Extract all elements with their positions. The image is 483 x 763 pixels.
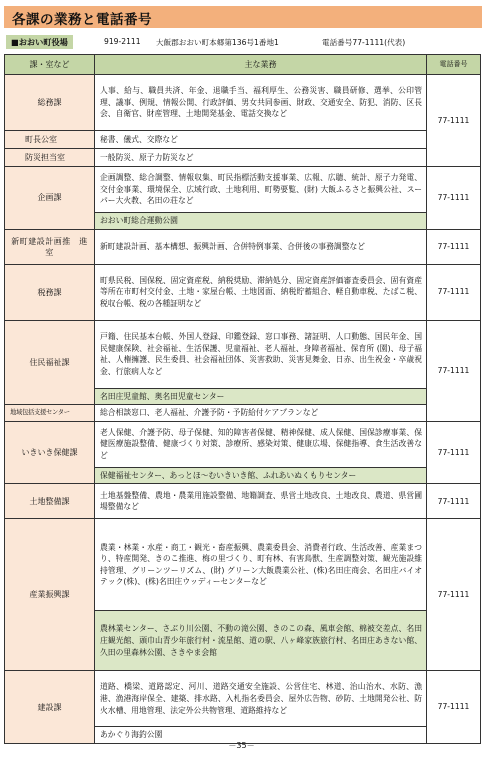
duty-cell: 老人保健、介護予防、母子保健、知的障害者保健、精神保健、成人保健、国保診療事業、保健医療施設整備、健康づくり対策、診療所、感染対策、健康広場、保健指導、食生活改善など xyxy=(95,421,427,467)
dept-name: 新町建設計画推 進 室 xyxy=(5,229,95,264)
table-row xyxy=(5,320,481,388)
table-row xyxy=(5,229,481,264)
dept-name: 建設課 xyxy=(5,671,95,744)
facility-cell: 名田庄児童館、奥名田児童センター xyxy=(95,388,427,405)
duty-cell: 企画調整、総合調整、情報収集、町民指標活動支援事業、広報、広聴、統計、原子力発電、交付金事業、環境保全、広域行政、土地利用、町勢要覧、(財) 大飯ふるさと振興公社、スーパー大火教、名田の荘など xyxy=(95,167,427,213)
dept-name: 防災担当室 xyxy=(5,149,95,167)
dept-name: 産業振興課 xyxy=(5,519,95,671)
phone-cell: 77-1111 xyxy=(427,519,481,671)
facility-cell: おおい町総合運動公園 xyxy=(95,213,427,230)
page-title: 各課の業務と電話番号 xyxy=(12,12,152,28)
dept-name: 住民福祉課 xyxy=(5,320,95,405)
facility-cell: 農林業センター、さぶり川公園、不動の滝公園、きのこの森、風車会館、棉被交差点、名田庄観光館、頭巾山青少年旅行村・流星館、道の駅、八ヶ峰家族旅行村、名田庄あきない館、久田の里森林公園、さきやま会館 xyxy=(95,611,427,671)
dept-name: 地域包括支援センター xyxy=(5,405,95,422)
dept-name: 企画課 xyxy=(5,167,95,230)
office-main-phone: 電話番号77-1111(代表) xyxy=(322,38,406,47)
dept-name: 町長公室 xyxy=(5,131,95,149)
duty-cell: 一般防災、原子力防災など xyxy=(95,149,427,167)
duty-cell: 戸籍、住民基本台帳、外国人登録、印鑑登録、窓口事務、諸証明、人口動態、国民年金、国民健康保険、社会福祉、生活保護、児童福祉、老人福祉、身障者福祉、保育所 (園)、母子福祉、人権擁護、民生委員、社会福祉団体、災害救助、災害見舞金、日赤、出生祝金・卒歳祝金、行旅病人など xyxy=(95,320,427,388)
duty-cell: 町県民税、国保税、固定資産税、納税奨励、滞納処分、固定資産評価審査委員会、固有資産等所在市町村交付金、土地・家屋台帳、土地図面、納税貯蓄組合、軽自動車税、たばこ税、税収台帳、税の各種証明など xyxy=(95,264,427,320)
office-postal-code: 919-2111 xyxy=(104,37,141,46)
table-row xyxy=(5,421,481,467)
page-number: －35－ xyxy=(228,741,255,750)
dept-name: いきいき保健課 xyxy=(5,421,95,484)
department-table xyxy=(4,54,481,744)
header-dept: 課・室など xyxy=(5,55,95,75)
office-info xyxy=(6,35,480,49)
table-row xyxy=(5,519,481,611)
office-name: ■おおい町役場 xyxy=(6,35,73,49)
table-row xyxy=(5,405,481,422)
table-row xyxy=(5,75,481,131)
duty-cell: 秘書、儀式、交際など xyxy=(95,131,427,149)
table-header-row xyxy=(5,55,481,75)
table-row xyxy=(5,149,481,167)
phone-cell: 77-1111 xyxy=(427,484,481,519)
table-row xyxy=(5,264,481,320)
phone-cell: 77-1111 xyxy=(427,320,481,421)
dept-name: 総務課 xyxy=(5,75,95,131)
header-phone: 電話番号 xyxy=(427,55,481,75)
facility-cell: 保健福祉センター、あっとほ〜むいきいき館、ふれあいぬくもりセンター xyxy=(95,467,427,484)
duty-cell: 総合相談窓口、老人福祉、介護予防・予防給付ケアプランなど xyxy=(95,405,427,422)
phone-cell: 77-1111 xyxy=(427,264,481,320)
dept-name: 税務課 xyxy=(5,264,95,320)
phone-cell: 77-1111 xyxy=(427,671,481,744)
duty-cell: 人事、給与、職員共済、年金、退職手当、福利厚生、公務災害、職員研修、選挙、公印管理、議事、例規、情報公開、行政評価、男女共同参画、財政、交通安全、防犯、消防、区長会、自衛官、財産管理、土地開発基金、電話交換など xyxy=(95,75,427,131)
duty-cell: 新町建設計画、基本構想、振興計画、合併特例事業、合併後の事務調整など xyxy=(95,229,427,264)
table-row xyxy=(5,484,481,519)
phone-cell: 77-1111 xyxy=(427,167,481,230)
duty-cell: 農業・林業・水産・商工・観光・畜産振興、農業委員会、消費者行政、生活改善、産業まつり、特産開発、きのこ推進、梅の里づくり、町有林、有害鳥獣、生産調整対策、観光施設維持管理、グリーンツーリズム、(財) グリーン大飯農業公社、(株)名田庄商会、名田庄バイオテック(株)、(株)名田庄ウッディーセンターなど xyxy=(95,519,427,611)
title-bar xyxy=(4,6,482,28)
phone-cell: 77-1111 xyxy=(427,75,481,167)
facility-cell: あかぐり海釣公園 xyxy=(95,727,427,744)
table-row xyxy=(5,131,481,149)
phone-cell: 77-1111 xyxy=(427,229,481,264)
duty-cell: 土地基盤整備、農地・農業用施設整備、地籍調査、県営土地改良、土地改良、農道、県営圃場整備など xyxy=(95,484,427,519)
phone-cell: 77-1111 xyxy=(427,421,481,484)
header-duties: 主な業務 xyxy=(95,55,427,75)
office-address: 大飯郡おおい町本郷第136号1番地1 xyxy=(156,38,279,47)
duty-cell: 道路、橋梁、道路認定、河川、道路交通安全施設、公営住宅、林道、治山治水、水防、漁港、漁港海岸保全、建築、排水路、入札指名委員会、屋外広告物、砂防、土地開発公社、防火水槽、用地管理、法定外公共物管理、道路維持など xyxy=(95,671,427,727)
table-row xyxy=(5,167,481,213)
dept-name: 土地整備課 xyxy=(5,484,95,519)
table-row xyxy=(5,671,481,727)
